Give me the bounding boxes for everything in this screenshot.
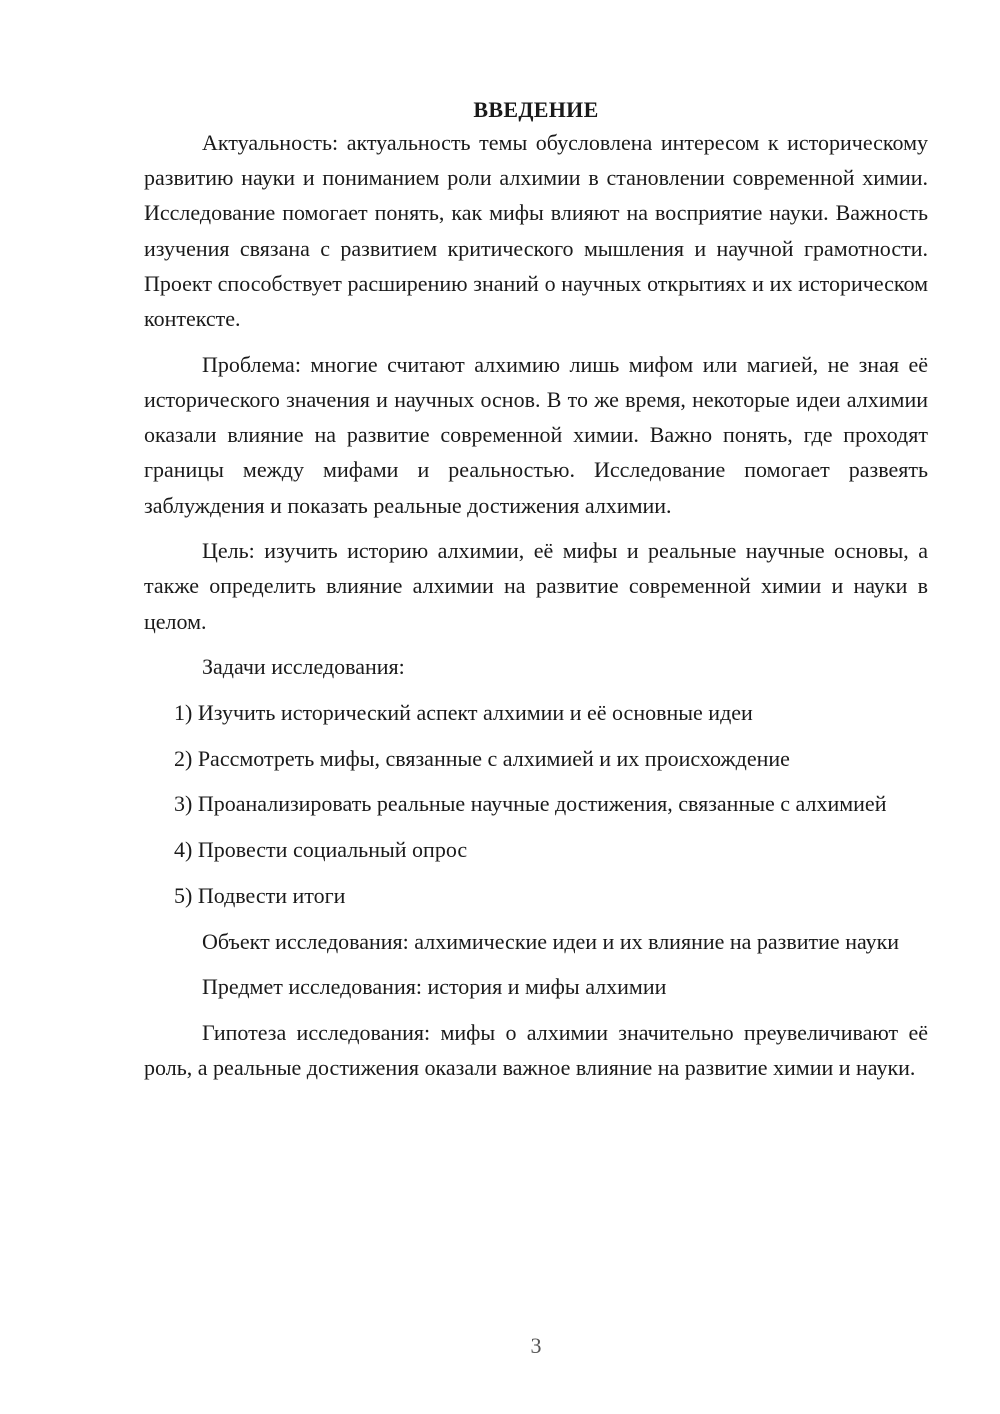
page-number: 3	[530, 1333, 542, 1358]
task-item-3: 3) Проанализировать реальные научные достижения, связанные с алхимией	[174, 791, 887, 817]
paragraph-subject: Предмет исследования: история и мифы алхимии	[202, 974, 667, 1000]
task-item-4: 4) Провести социальный опрос	[174, 837, 468, 863]
document-page	[144, 92, 928, 1096]
task-item-1: 1) Изучить исторический аспект алхимии и её основные идеи	[174, 700, 753, 726]
paragraph-goal: Цель: изучить историю алхимии, её мифы и реальные научные основы, а также определить влияние алхимии на развитие современной химии и науки в целом.	[144, 538, 928, 634]
paragraph-relevance: Актуальность: актуальность темы обусловлена интересом к историческому развитию науки и пониманием роли алхимии в становлении современной химии. Исследование помогает понять, как мифы влияют на восприятие науки. Важность изучения связана с развитием критического мышления и научной грамотности. Проект способствует расширению знаний о научных открытиях и их историческом контексте.	[144, 130, 928, 332]
paragraph-tasks-heading: Задачи исследования:	[202, 654, 405, 680]
paragraph-problem: Проблема: многие считают алхимию лишь мифом или магией, не зная её исторического значения и научных основ. В то же время, некоторые идеи алхимии оказали влияние на развитие современной химии. Важно понять, где проходят границы между мифами и реальностью. Исследование помогает развеять заблуждения и показать реальные достижения алхимии.	[144, 351, 928, 518]
paragraph-object: Объект исследования: алхимические идеи и их влияние на развитие науки	[202, 928, 900, 954]
section-title: ВВЕДЕНИЕ	[473, 97, 599, 122]
task-item-2: 2) Рассмотреть мифы, связанные с алхимией и их происхождение	[174, 745, 790, 771]
paragraph-hypothesis: Гипотеза исследования: мифы о алхимии значительно преувеличивают её роль, а реальные достижения оказали важное влияние на развитие химии и науки.	[144, 1019, 928, 1081]
task-item-5: 5) Подвести итоги	[174, 882, 346, 908]
